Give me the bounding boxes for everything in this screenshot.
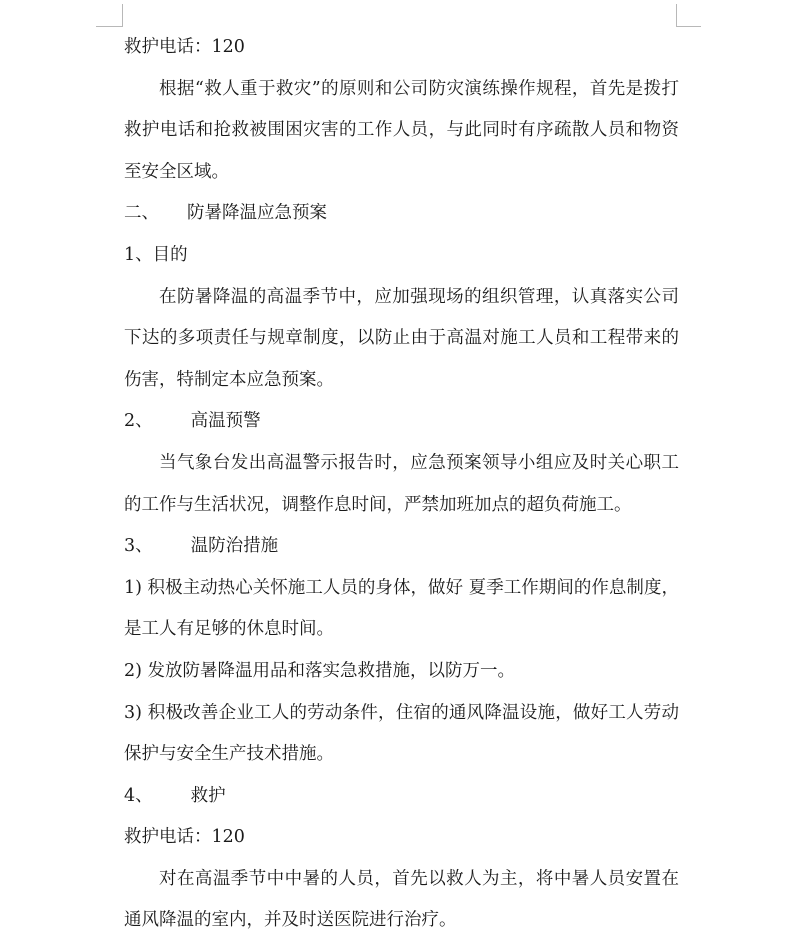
item-title: 救护 bbox=[190, 785, 226, 806]
rescue-phone-line: 救护电话：120 bbox=[124, 37, 245, 57]
measure-item-3: 3) 积极改善企业工人的劳动条件，住宿的通风降温设施，做好工人劳动保护与安全生产技术措施。 bbox=[124, 702, 679, 765]
warning-paragraph: 当气象台发出高温警示报告时，应急预案领导小组应及时关心职工的工作与生活状况，调整作息时间，严禁加班加点的超负荷施工。 bbox=[124, 452, 679, 515]
item-heading-measures bbox=[124, 526, 679, 568]
crop-mark-left bbox=[96, 4, 123, 27]
heatstroke-paragraph: 对在高温季节中中暑的人员，首先以救人为主，将中暑人员安置在通风降温的室内，并及时送医院进行治疗。 bbox=[124, 868, 679, 931]
item-heading-warning bbox=[124, 401, 679, 443]
item-title: 温防治措施 bbox=[190, 536, 279, 557]
section-heading-2 bbox=[124, 193, 679, 235]
item-title: 高温预警 bbox=[190, 411, 261, 432]
purpose-paragraph: 在防暑降温的高温季节中，应加强现场的组织管理，认真落实公司下达的多项责任与规章制度，以防止由于高温对施工人员和工程带来的伤害，特制定本应急预案。 bbox=[124, 286, 679, 390]
crop-mark-right bbox=[676, 4, 701, 27]
item-number: 4、 bbox=[124, 785, 153, 806]
item-number: 3、 bbox=[124, 536, 153, 557]
measure-item-1: 1) 积极主动热心关怀施工人员的身体，做好 夏季工作期间的作息制度，是工人有足够的休息时间。 bbox=[124, 577, 679, 640]
section-title: 防暑降温应急预案 bbox=[187, 203, 327, 224]
measure-item-2: 2) 发放防暑降温用品和落实急救措施，以防万一。 bbox=[124, 660, 516, 681]
item-heading-purpose: 1、目的 bbox=[124, 244, 188, 265]
rescue-principle-paragraph: 根据“救人重于救灾”的原则和公司防灾演练操作规程，首先是拨打救护电话和抢救被围困灾害的工作人员，与此同时有序疏散人员和物资至安全区域。 bbox=[124, 78, 679, 182]
section-number: 二、 bbox=[124, 203, 159, 224]
item-number: 2、 bbox=[124, 411, 153, 432]
rescue-phone-line-2: 救护电话：120 bbox=[124, 827, 245, 848]
document-body bbox=[124, 27, 679, 942]
item-heading-rescue bbox=[124, 776, 679, 818]
